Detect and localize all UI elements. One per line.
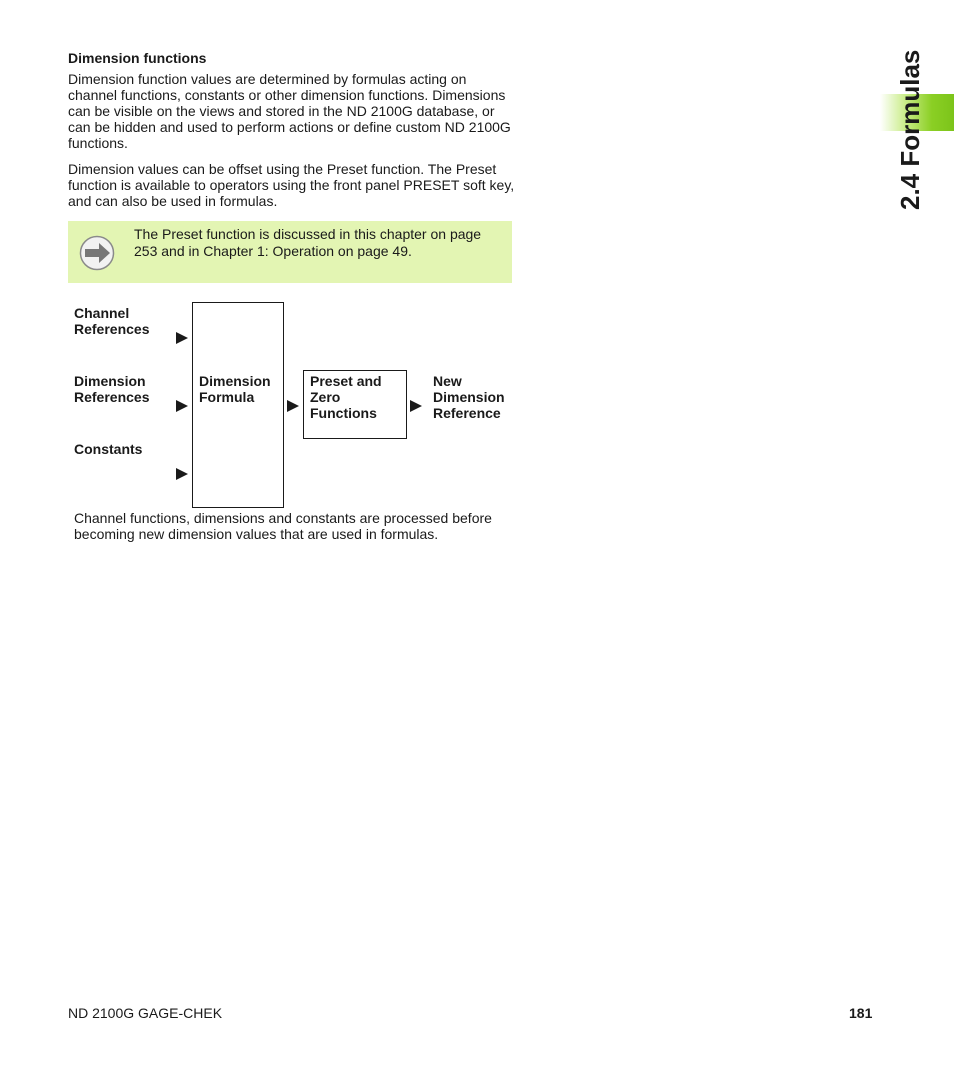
side-section-title: 2.4 Formulas (895, 49, 925, 210)
preset-line3: Functions (310, 405, 377, 421)
diagram-caption: Channel functions, dimensions and constants are processed before becoming new dimension values that are used in formulas. (74, 510, 492, 542)
arrow-right-icon (79, 235, 115, 271)
output-line3: Reference (433, 405, 501, 421)
dimension-references-label (74, 373, 150, 405)
preset-paragraph: Dimension values can be offset using the Preset function. The Preset function is available to operators using the front panel PRESET soft key, and can also be used in formulas. (68, 161, 515, 209)
arrow-formula-icon (287, 400, 299, 412)
formula-line1: Dimension (199, 373, 271, 389)
dimension-label-line1: Dimension (74, 373, 146, 389)
page-number: 181 (849, 1005, 873, 1021)
output-line1: New (433, 373, 462, 389)
output-line2: Dimension (433, 389, 505, 405)
channel-references-label (74, 305, 150, 337)
preset-line2: Zero (310, 389, 341, 405)
dimension-label-line2: References (74, 389, 150, 405)
note-text: The Preset function is discussed in this chapter on page 253 and in Chapter 1: Operation on page 49. (134, 226, 482, 259)
section-heading: Dimension functions (68, 50, 207, 66)
arrow-preset-icon (410, 400, 422, 412)
dimension-formula-label (199, 373, 271, 405)
footer-product: ND 2100G GAGE-CHEK (68, 1005, 223, 1021)
dimension-formula-box (192, 302, 284, 508)
arrow-dimension-icon (176, 400, 188, 412)
arrow-channel-icon (176, 332, 188, 344)
intro-paragraph: Dimension function values are determined by formulas acting on channel functions, constants or other dimension functions. Dimensions can be visible on the views and stored in the ND 2100G database, or can be hidden and used to perform actions or define custom ND 2100G functions. (68, 71, 511, 151)
new-dimension-reference-label (433, 373, 505, 421)
preset-zero-label (310, 373, 382, 421)
constants-label: Constants (74, 441, 143, 457)
formula-line2: Formula (199, 389, 255, 405)
channel-label-line2: References (74, 321, 150, 337)
preset-line1: Preset and (310, 373, 382, 389)
arrow-constants-icon (176, 468, 188, 480)
channel-label-line1: Channel (74, 305, 130, 321)
